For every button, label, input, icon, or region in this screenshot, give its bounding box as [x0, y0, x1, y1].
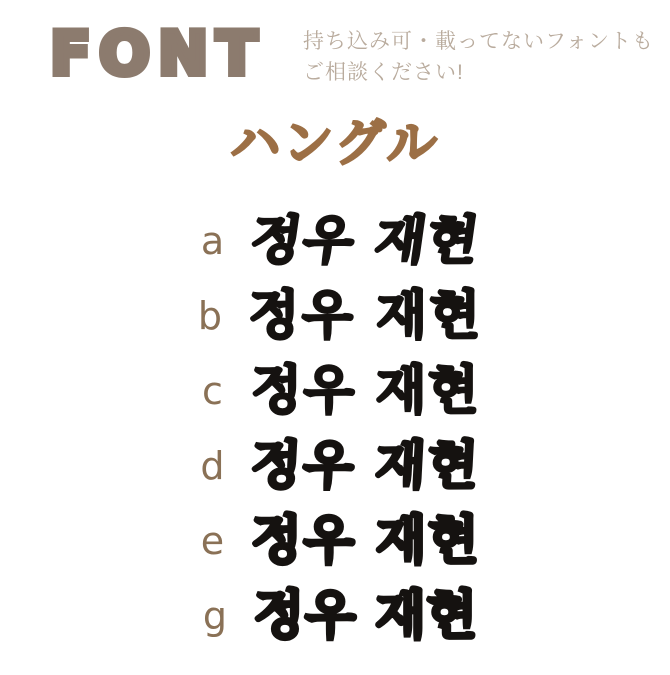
section-title-hangul: ハングル	[230, 114, 440, 172]
font-sample-row-b	[0, 278, 670, 353]
font-sample-text: 정우 재현	[248, 285, 484, 346]
font-sample-row-e	[0, 503, 670, 578]
tagline	[303, 26, 654, 88]
font-sample-row-g	[0, 578, 670, 653]
font-sample-label: b	[197, 293, 223, 338]
sample-list	[0, 203, 670, 653]
tagline-line-2: ご相談ください!	[303, 61, 464, 84]
font-logo: FONT	[50, 19, 266, 89]
font-sample-text: 정우 재현	[247, 210, 485, 271]
tagline-line-1: 持ち込み可・載ってないフォントも	[303, 30, 654, 53]
font-sample-text: 정우 재현	[251, 510, 481, 571]
font-sample-row-c	[0, 353, 670, 428]
font-sample-label: a	[200, 218, 225, 263]
font-sample-text: 정우 재현	[249, 435, 483, 496]
font-sample-row-a	[0, 203, 670, 278]
font-sample-label: g	[202, 593, 228, 638]
font-sample-text: 정우 재현	[253, 585, 479, 646]
font-sample-text: 정우 재현	[251, 360, 481, 421]
font-sample-label: c	[202, 368, 223, 413]
font-sample-row-d	[0, 428, 670, 503]
font-sample-label: e	[200, 518, 225, 563]
font-sample-label: d	[200, 443, 225, 488]
